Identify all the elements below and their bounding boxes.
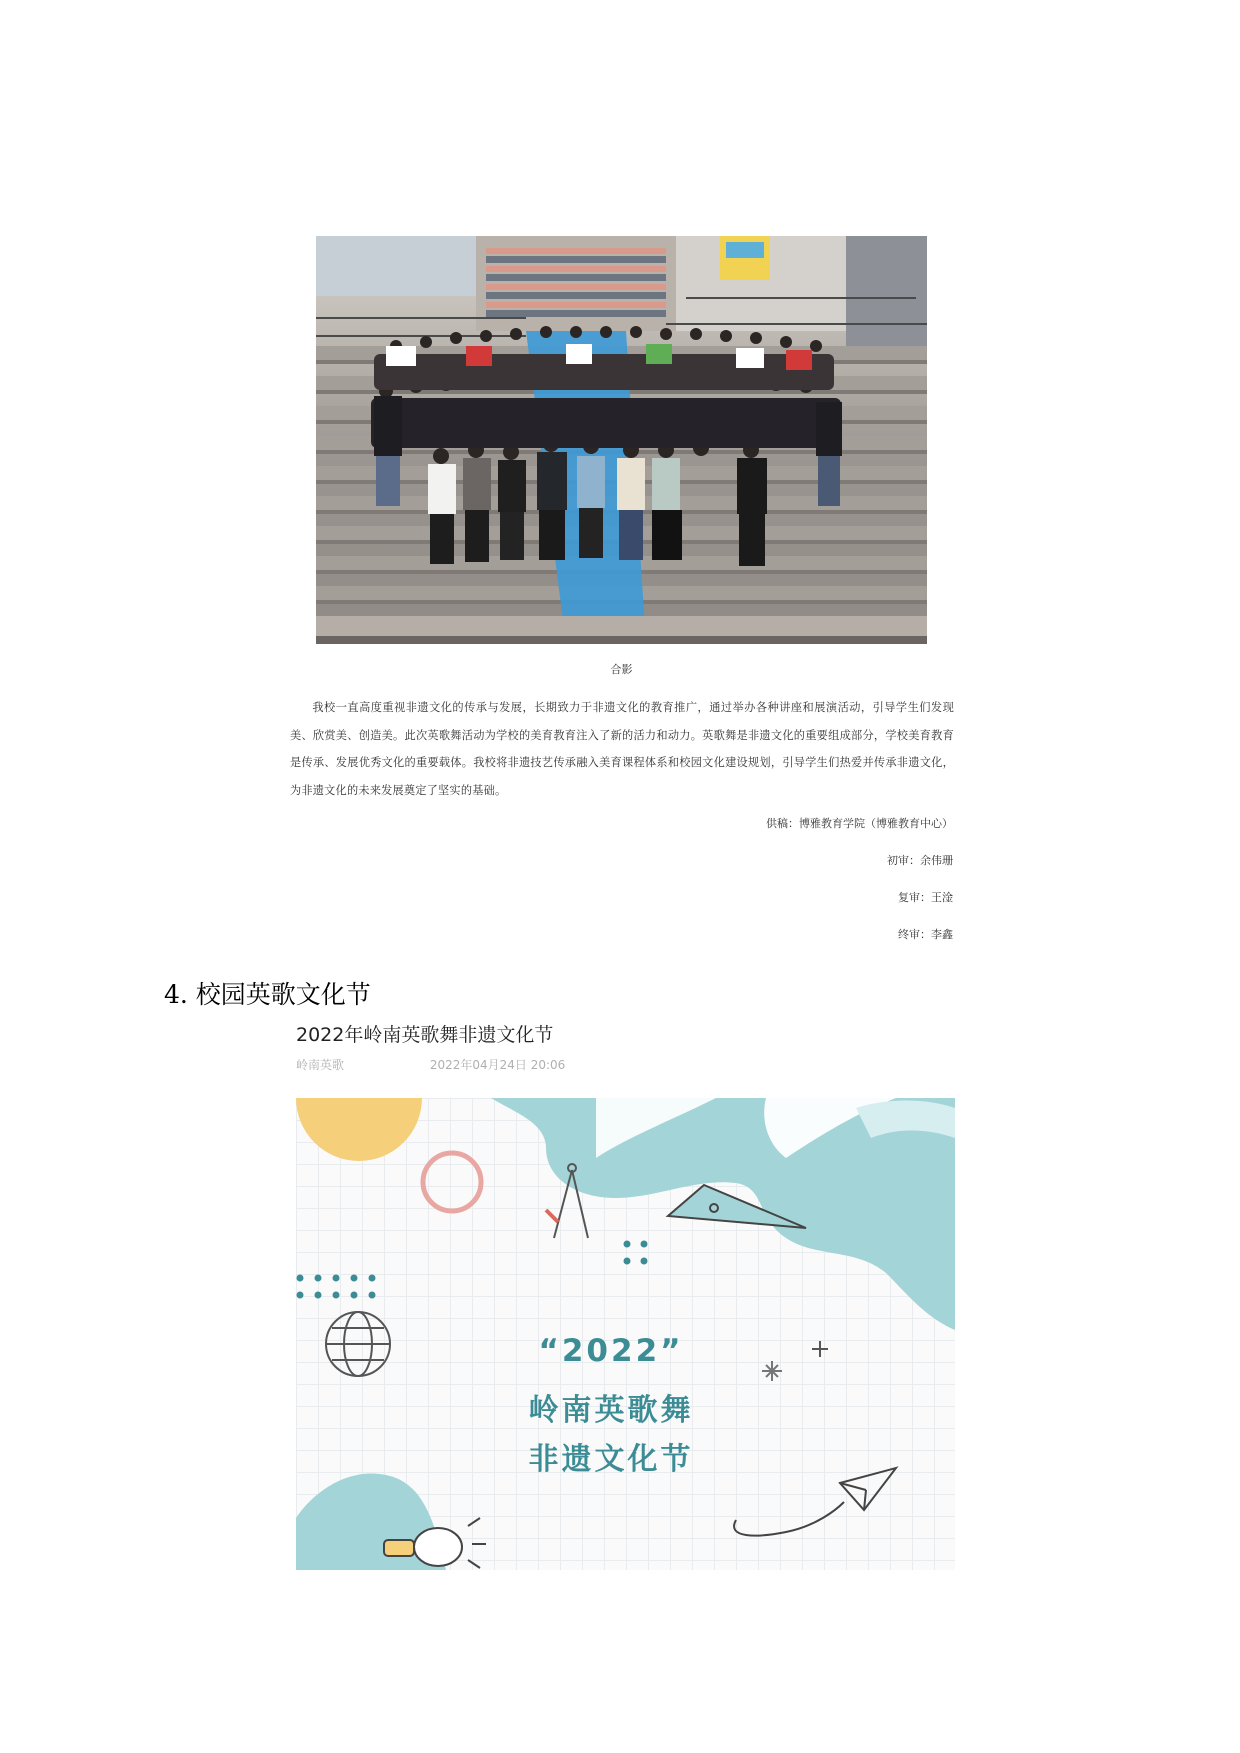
poster-title-line1: 岭南英歌舞 (528, 1393, 694, 1428)
credit-final-review: 终审：李鑫 (898, 928, 953, 941)
poster-title-line2: 非遗文化节 (528, 1442, 694, 1477)
section-heading: 4. 校园英歌文化节 (164, 980, 371, 1009)
globe-icon (326, 1312, 390, 1376)
credit-second-review: 复审：王淦 (898, 891, 953, 904)
festival-poster (296, 1098, 955, 1570)
article-meta (296, 1056, 565, 1073)
sparkle-icon (762, 1341, 828, 1381)
dot-grid (297, 1241, 648, 1299)
credit-first-review: 初审：余伟珊 (887, 854, 953, 867)
article-title: 2022年岭南英歌舞非遗文化节 (296, 1024, 554, 1046)
group-photo (316, 236, 927, 644)
body-paragraph: 我校一直高度重视非遗文化的传承与发展，长期致力于非遗文化的教育推广，通过举办各种讲座和展演活动，引导学生们发现美、欣赏美、创造美。此次英歌舞活动为学校的美育教育注入了新的活力和动力。英歌舞是非遗文化的重要组成部分，学校美育教育是传承、发展优秀文化的重要载体。我校将非遗技艺传承融入美育课程体系和校园文化建设规划，引导学生们热爱并传承非遗文化，为非遗文化的未来发展奠定了坚实的基础。 (290, 701, 954, 797)
photo-caption: 合影 (610, 663, 633, 676)
group-photo-illustration (316, 236, 927, 644)
credit-source: 供稿：博雅教育学院（博雅教育中心） (766, 817, 953, 830)
article-account[interactable]: 岭南英歌 (296, 1058, 345, 1072)
poster-year: “2022” (538, 1333, 684, 1369)
article-date: 2022年04月24日 20:06 (429, 1058, 566, 1072)
sun-shape (296, 1098, 422, 1161)
paper-plane-icon (734, 1468, 896, 1536)
ring-shape (423, 1153, 481, 1211)
